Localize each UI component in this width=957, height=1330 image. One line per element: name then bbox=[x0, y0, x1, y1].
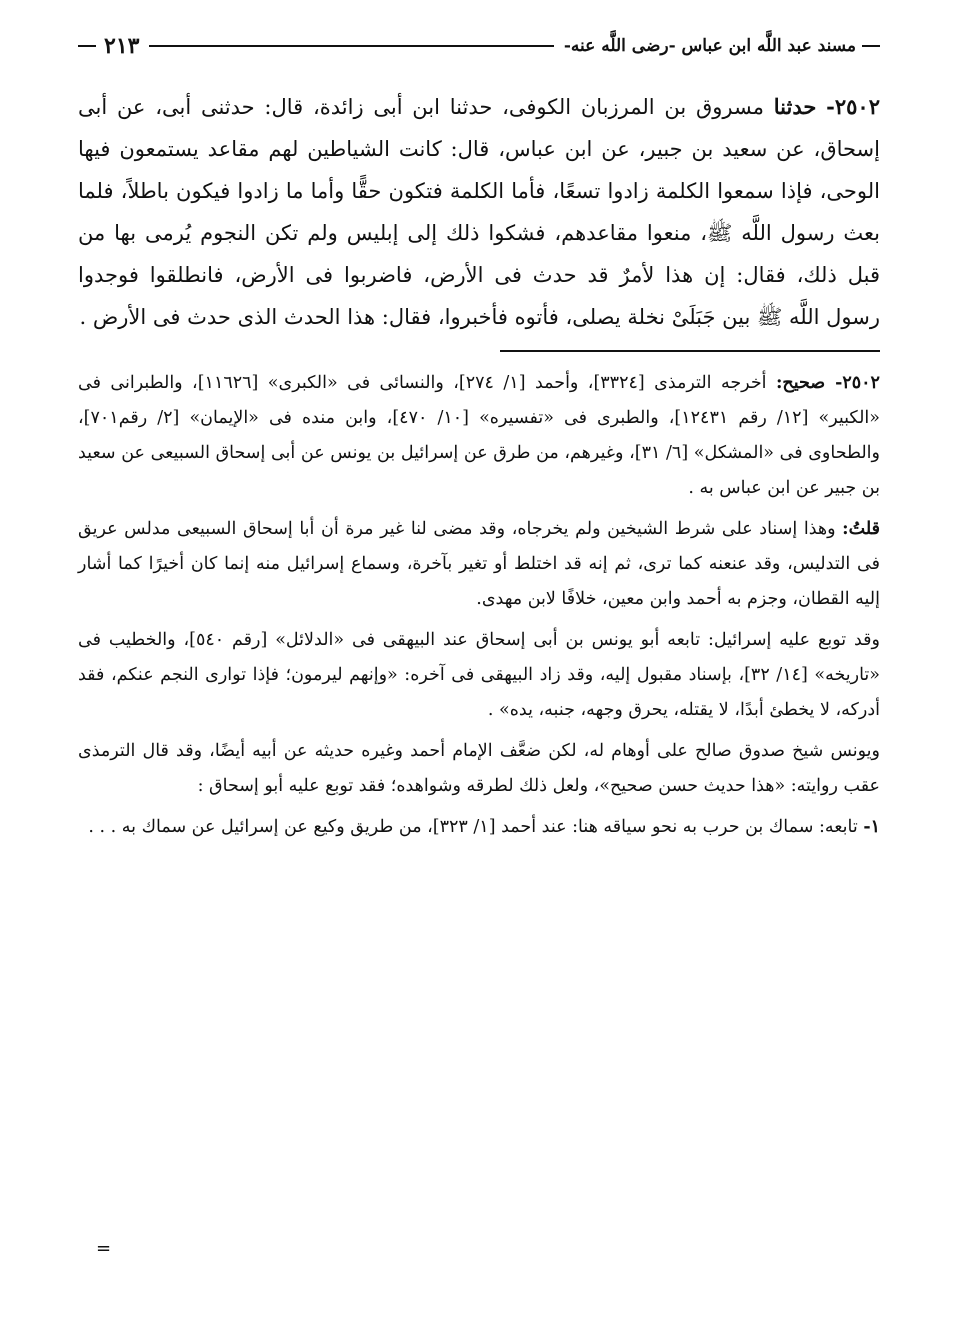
header-dash-left bbox=[78, 45, 96, 47]
list-item-text: تابعه: سماك بن حرب به نحو سياقه هنا: عند أحمد [١/ ٣٢٣]، من طريق وكيع عن إسرائيل عن سماك به . . . bbox=[88, 817, 858, 837]
takhrij-paragraph bbox=[78, 366, 880, 506]
continuation-mark: = bbox=[96, 1238, 112, 1259]
list-item-number: ١- bbox=[863, 817, 880, 837]
header-rule bbox=[149, 45, 553, 47]
footnote-separator bbox=[500, 350, 880, 352]
hadith-body: مسروق بن المرزبان الكوفى، حدثنا ابن أبى زائدة، قال: حدثنى أبى، عن أبى إسحاق، عن سعيد بن جبير، عن ابن عباس، قال: كانت الشياطين لهم مقاعد يستمعون فيها الوحى، فإذا سمعوا الكلمة زادوا تسعًا، فأما الكلمة فتكون حقًّا وأما ما زادوا فيكون باطلاً، فلما بعث رسول اللَّه ﷺ، منعوا مقاعدهم، فشكوا ذلك إلى إبليس ولم تكن النجوم يُرمى بها من قبل ذلك، فقال: إن هذا لأمرٌ قد حدث فى الأرض، فاضربوا فى الأرض، فانطلقوا فوجدوا رسول اللَّه ﷺ بين جَبَلَىْ نخلة يصلى، فأتوه فأخبروا، فقال: هذا الحدث الذى حدث فى الأرض . bbox=[78, 95, 880, 329]
qultu-text: وهذا إسناد على شرط الشيخين ولم يخرجاه، وقد مضى لنا غير مرة أن أبا إسحاق السبيعى مدلس عريق فى التدليس، وقد عنعنه كما ترى، ثم إنه قد اختلط أو تغير بآخرة، وسماع إسرائيل منه إنما كان أخيرًا كما أشار إليه القطان، وجزم به أحمد وابن معين، خلافًا لابن مهدى. bbox=[78, 519, 880, 609]
takhrij-text: أخرجه الترمذى [٣٣٢٤]، وأحمد [١/ ٢٧٤]، والنسائى فى «الكبرى» [١١٦٢٦]، والطبرانى فى «الكبير» [١٢/ رقم ١٢٤٣١]، والطبرى فى «تفسيره» [١٠/ ٤٧٠]، وابن منده فى «الإيمان» [٢/ رقم٧٠١]، والطحاوى فى «المشكل» [٦/ ٣١]، وغيرهم، من طرق عن إسرائيل بن يونس عن أبى إسحاق السبيعى عن سعيد بن جبير عن ابن عباس به . bbox=[78, 373, 880, 498]
header-title: مسند عبد اللَّه ابن عباس -رضى اللَّه عنه- bbox=[563, 36, 856, 56]
qultu-paragraph bbox=[78, 512, 880, 617]
hadith-number: ٢٥٠٢- bbox=[826, 94, 880, 119]
header-dash-right bbox=[862, 45, 880, 47]
takhrij-label: ٢٥٠٢- صحيح: bbox=[775, 373, 880, 393]
qultu-label: قلتُ: bbox=[842, 519, 880, 539]
hadith-text bbox=[78, 86, 880, 338]
page-number: ٢١٣ bbox=[104, 33, 140, 59]
mutaba-paragraph: وقد توبع عليه إسرائيل: تابعه أبو يونس بن أبى إسحاق عند البيهقى فى «الدلائل» [رقم ٥٤٠]، والخطيب فى «تاريخه» [١٤/ ٣٢]، بإسناد مقبول إليه، وقد زاد البيهقى فى آخره: «وإنهم ليرمون؛ فإذا توارى النجم عنكم، فقد أدركه، لا يخطئ أبدًا، لا يقتله، يحرق وجهه، جنبه، يده» . bbox=[78, 630, 880, 720]
running-header bbox=[78, 28, 880, 64]
hadith-lead-word: حدثنا bbox=[773, 94, 817, 119]
footnotes bbox=[78, 366, 880, 845]
yunus-paragraph: ويونس شيخ صدوق صالح على أوهام له، لكن ضعَّف الإمام أحمد وغيره حديثه عن أبيه أيضًا، وقد قال الترمذى عقب روايته: «هذا حديث حسن صحيح»، ولعل ذلك لطرقه وشواهده؛ فقد توبع عليه أبو إسحاق : bbox=[78, 741, 880, 796]
document-page bbox=[78, 28, 880, 851]
list-item bbox=[78, 810, 880, 845]
